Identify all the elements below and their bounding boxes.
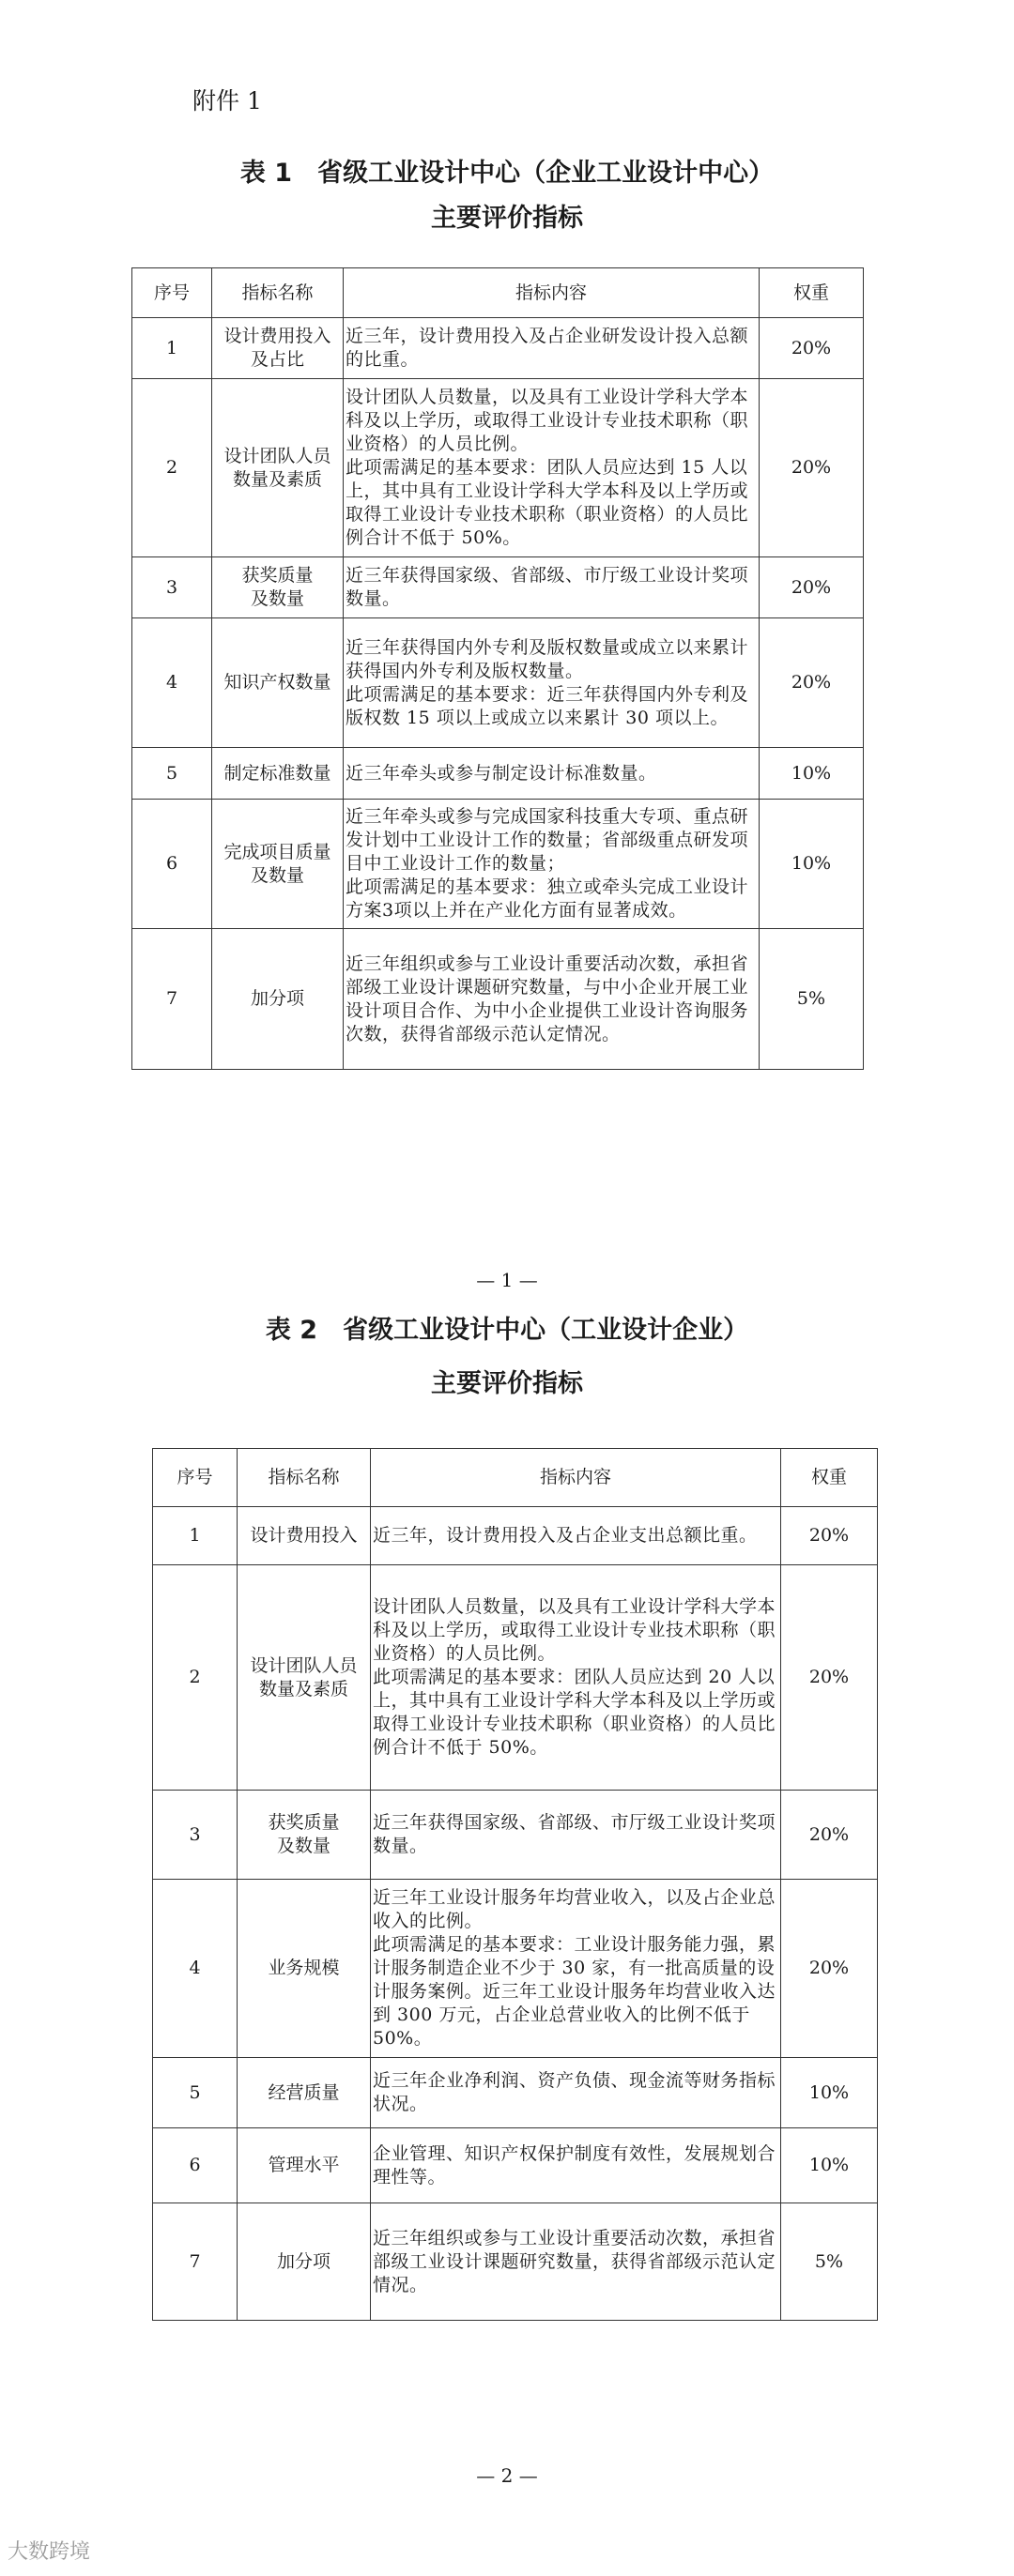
indicator-content: 设计团队人员数量，以及具有工业设计学科大学本科及以上学历，或取得工业设计专业技术职称（职业资格）的人员比例。 此项需满足的基本要求：团队人员应达到 15 人以上，其中具有工业设计学科大学本科及以上学历或取得工业设计专业技术职称（职业资格）的人员比例合计不低于 50%。: [344, 379, 760, 557]
indicator-weight: 20%: [781, 1791, 878, 1880]
table1-header-row: [132, 268, 864, 318]
table-row: [132, 379, 864, 557]
header-content: 指标内容: [344, 268, 760, 318]
table2-title: 表 2 省级工业设计中心（工业设计企业）: [265, 1316, 749, 1345]
indicator-name: 设计团队人员 数量及素质: [212, 379, 344, 557]
row-number: 3: [153, 1791, 238, 1880]
row-number: 2: [153, 1565, 238, 1791]
indicator-content: 近三年，设计费用投入及占企业支出总额比重。: [371, 1507, 781, 1565]
row-number: 4: [153, 1880, 238, 2058]
indicator-content: 近三年获得国家级、省部级、市厅级工业设计奖项数量。: [344, 557, 760, 618]
table-row: [132, 748, 864, 800]
row-number: 6: [132, 800, 212, 929]
indicator-weight: 20%: [760, 379, 864, 557]
header-no: 序号: [153, 1449, 238, 1507]
table-row: [132, 800, 864, 929]
indicator-name: 获奖质量 及数量: [238, 1791, 371, 1880]
indicator-weight: 20%: [781, 1565, 878, 1791]
indicator-content: 设计团队人员数量，以及具有工业设计学科大学本科及以上学历，或取得工业设计专业技术职称（职业资格）的人员比例。 此项需满足的基本要求：团队人员应达到 20 人以上，其中具有工业设计学科大学本科及以上学历或取得工业设计专业技术职称（职业资格）的人员比例合计不低于 50%。: [371, 1565, 781, 1791]
table-row: [153, 1791, 878, 1880]
indicator-content: 近三年组织或参与工业设计重要活动次数，承担省部级工业设计课题研究数量，获得省部级示范认定情况。: [371, 2203, 781, 2321]
indicator-weight: 20%: [760, 618, 864, 748]
indicator-weight: 20%: [781, 1507, 878, 1565]
indicator-weight: 5%: [760, 929, 864, 1070]
indicator-content: 近三年企业净利润、资产负债、现金流等财务指标状况。: [371, 2058, 781, 2128]
watermark: 大数跨境: [8, 2540, 91, 2564]
table2-header-row: [153, 1449, 878, 1507]
row-number: 7: [132, 929, 212, 1070]
indicator-content: 企业管理、知识产权保护制度有效性，发展规划合理性等。: [371, 2128, 781, 2203]
indicator-weight: 10%: [760, 800, 864, 929]
table-row: [132, 557, 864, 618]
row-number: 3: [132, 557, 212, 618]
table1-subtitle: 主要评价指标: [431, 204, 583, 233]
indicator-name: 设计团队人员 数量及素质: [238, 1565, 371, 1791]
indicator-weight: 10%: [760, 748, 864, 800]
table-row: [153, 1880, 878, 2058]
header-name: 指标名称: [238, 1449, 371, 1507]
header-weight: 权重: [760, 268, 864, 318]
indicator-name: 加分项: [212, 929, 344, 1070]
row-number: 5: [153, 2058, 238, 2128]
indicator-name: 设计费用投入 及占比: [212, 318, 344, 379]
indicator-name: 管理水平: [238, 2128, 371, 2203]
indicator-name: 完成项目质量 及数量: [212, 800, 344, 929]
row-number: 1: [153, 1507, 238, 1565]
indicator-content: 近三年获得国内外专利及版权数量或成立以来累计获得国内外专利及版权数量。 此项需满足的基本要求：近三年获得国内外专利及版权数 15 项以上或成立以来累计 30 项以上。: [344, 618, 760, 748]
table-row: [132, 618, 864, 748]
table2: [152, 1448, 878, 2321]
header-weight: 权重: [781, 1449, 878, 1507]
row-number: 7: [153, 2203, 238, 2321]
page-number: — 1 —: [476, 1269, 538, 1291]
indicator-name: 加分项: [238, 2203, 371, 2321]
indicator-weight: 5%: [781, 2203, 878, 2321]
table-row: [153, 2128, 878, 2203]
table-row: [153, 2058, 878, 2128]
header-no: 序号: [132, 268, 212, 318]
indicator-content: 近三年组织或参与工业设计重要活动次数，承担省部级工业设计课题研究数量，与中小企业开展工业设计项目合作、为中小企业提供工业设计咨询服务次数，获得省部级示范认定情况。: [344, 929, 760, 1070]
indicator-name: 经营质量: [238, 2058, 371, 2128]
indicator-content: 近三年牵头或参与完成国家科技重大专项、重点研发计划中工业设计工作的数量；省部级重点研发项目中工业设计工作的数量； 此项需满足的基本要求：独立或牵头完成工业设计方案3项以上并在产业化方面有显著成效。: [344, 800, 760, 929]
indicator-name: 制定标准数量: [212, 748, 344, 800]
table-row: [153, 1507, 878, 1565]
indicator-content: 近三年，设计费用投入及占企业研发设计投入总额的比重。: [344, 318, 760, 379]
row-number: 5: [132, 748, 212, 800]
indicator-weight: 10%: [781, 2058, 878, 2128]
row-number: 2: [132, 379, 212, 557]
indicator-content: 近三年获得国家级、省部级、市厅级工业设计奖项数量。: [371, 1791, 781, 1880]
indicator-content: 近三年工业设计服务年均营业收入，以及占企业总收入的比例。 此项需满足的基本要求：工业设计服务能力强，累计服务制造企业不少于 30 家，有一批高质量的设计服务案例。近三年工业设计服务年均营业收入达到 300 万元，占企业总营业收入的比例不低于 50%。: [371, 1880, 781, 2058]
page-number: — 2 —: [476, 2464, 538, 2487]
indicator-name: 知识产权数量: [212, 618, 344, 748]
header-name: 指标名称: [212, 268, 344, 318]
indicator-weight: 10%: [781, 2128, 878, 2203]
table-row: [132, 318, 864, 379]
table1-title: 表 1 省级工业设计中心（企业工业设计中心）: [239, 159, 775, 188]
table-row: [153, 1565, 878, 1791]
attachment-label: 附件 1: [192, 87, 262, 114]
table2-subtitle: 主要评价指标: [431, 1369, 583, 1398]
table-row: [132, 929, 864, 1070]
table-row: [153, 2203, 878, 2321]
indicator-content: 近三年牵头或参与制定设计标准数量。: [344, 748, 760, 800]
row-number: 1: [132, 318, 212, 379]
row-number: 6: [153, 2128, 238, 2203]
row-number: 4: [132, 618, 212, 748]
table1: [131, 267, 864, 1070]
indicator-name: 设计费用投入: [238, 1507, 371, 1565]
indicator-name: 获奖质量 及数量: [212, 557, 344, 618]
indicator-weight: 20%: [781, 1880, 878, 2058]
indicator-weight: 20%: [760, 557, 864, 618]
indicator-name: 业务规模: [238, 1880, 371, 2058]
header-content: 指标内容: [371, 1449, 781, 1507]
indicator-weight: 20%: [760, 318, 864, 379]
